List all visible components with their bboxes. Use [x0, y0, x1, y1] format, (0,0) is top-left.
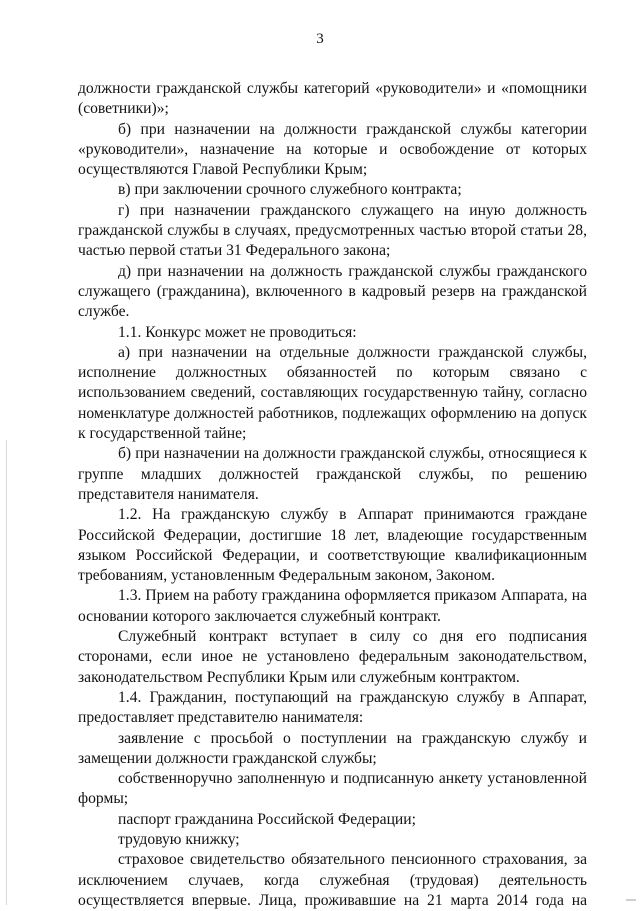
paragraph-1-1: 1.1. Конкурс может не проводиться:: [118, 323, 357, 341]
list-item-questionnaire: собственноручно заполненную и подписанную анкету установленной формы;: [78, 770, 587, 808]
document-body: [78, 79, 587, 911]
paragraph-contract-effect: Служебный контракт вступает в силу со дня его подписания сторонами, если иное не установлено федеральным законодательством, законодательством Республики Крым или служебным контрактом.: [78, 628, 587, 686]
paragraph-item-b: б) при назначении на должности гражданской службы категории «руководители», назначение на которые и освобождение от которых осуществляются Главой Республики Крым;: [78, 120, 587, 179]
scan-edge-line: [6, 440, 7, 905]
paragraph-1-1-a: а) при назначении на отдельные должности гражданской службы, исполнение должностных обязанностей по которым связано с использованием сведений, составляющих государственную тайну, согласно номенклатуре должностей работников, подлежащих оформлению на допуск к государственной тайне;: [78, 343, 587, 443]
paragraph-item-d: д) при назначении на должность гражданской службы гражданского служащего (гражданина), включенного в кадровый резерв на гражданской службе.: [78, 262, 587, 321]
paragraph-1-4: 1.4. Гражданин, поступающий на гражданскую службу в Аппарат, предоставляет представителю нанимателя:: [78, 688, 587, 727]
page-number: 3: [316, 31, 324, 47]
paragraph-1-2: 1.2. На гражданскую службу в Аппарат принимаются граждане Российской Федерации, достигшие 18 лет, владеющие государственным языком Российской Федерации, и соответствующие квалификационным требованиям, установленным Федеральным законом, Законом.: [78, 506, 587, 585]
paragraph-item-g: г) при назначении гражданского служащего на иную должность гражданской службы в случаях, предусмотренных частью второй статьи 28, частью первой статьи 31 Федерального закона;: [78, 201, 587, 260]
paragraph-item-v: в) при заключении срочного служебного контракта;: [118, 181, 462, 199]
list-item-insurance-certificate: страховое свидетельство обязательного пенсионного страхования, за исключением случаев, когда служебная (трудовая) деятельность осуществляется впервые. Лица, проживавшие на 21 марта 2014 года на: [78, 851, 587, 909]
paragraph-1-1-b: б) при назначении на должности гражданской службы, относящиеся к группе младших должностей гражданской службы, по решению представителя нанимателя.: [78, 445, 587, 503]
paragraph-continuation: должности гражданской службы категорий «руководители» и «помощники (советники)»;: [78, 80, 587, 118]
list-item-work-book: трудовую книжку;: [118, 830, 240, 848]
list-item-application: заявление с просьбой о поступлении на гражданскую службу и замещении должности гражданской службы;: [78, 729, 587, 767]
list-item-passport: паспорт гражданина Российской Федерации;: [118, 810, 416, 828]
paragraph-1-3: 1.3. Прием на работу гражданина оформляется приказом Аппарата, на основании которого заключается служебный контракт.: [78, 587, 587, 625]
scan-edge-mark: [626, 899, 636, 901]
